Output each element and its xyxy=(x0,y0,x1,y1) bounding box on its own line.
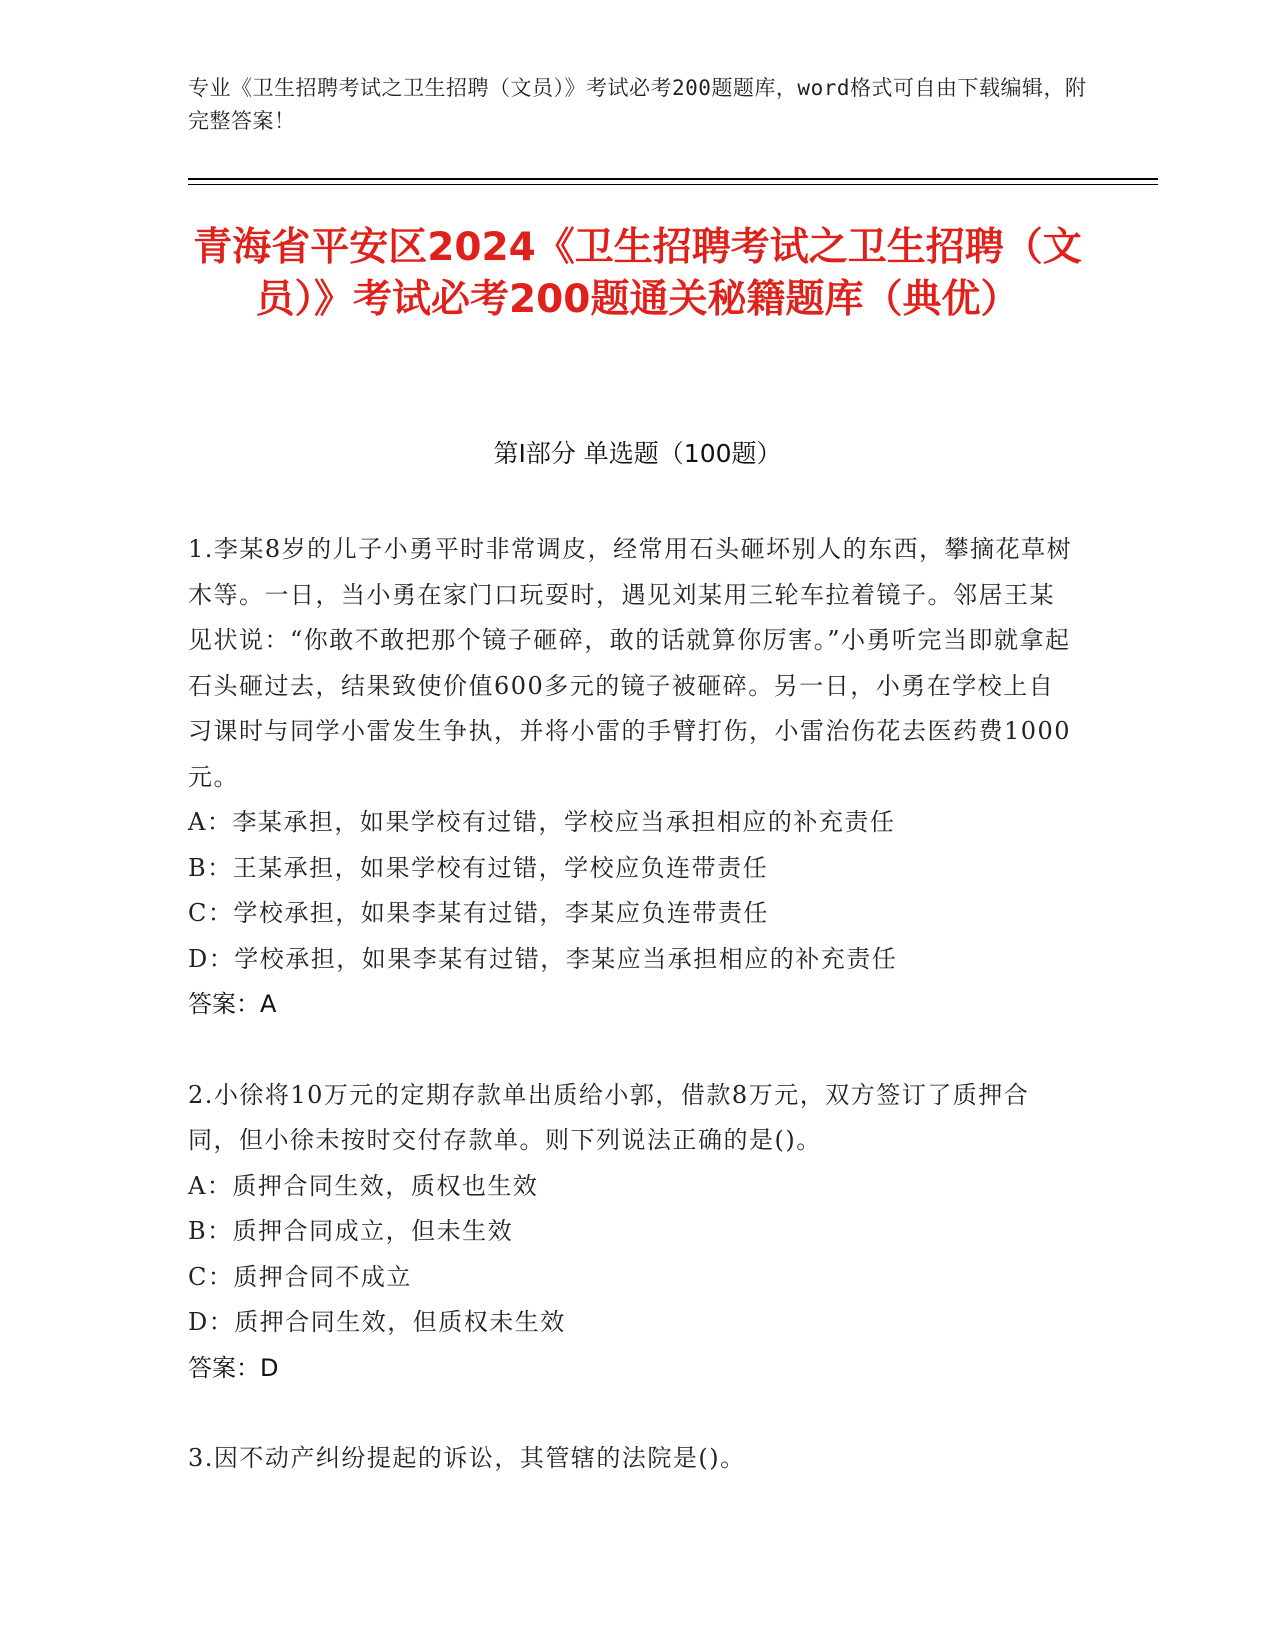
header-note: 专业《卫生招聘考试之卫生招聘（文员）》考试必考200题题库，word格式可自由下载编辑，附完整答案！ xyxy=(188,76,1087,133)
question-1 xyxy=(188,527,1078,1028)
option-b: B：王某承担，如果学校有过错，学校应负连带责任 xyxy=(188,853,769,882)
question-stem: 1.李某8岁的儿子小勇平时非常调皮，经常用石头砸坏别人的东西，攀摘花草树木等。一日，当小勇在家门口玩耍时，遇见刘某用三轮车拉着镜子。邻居王某见状说：“你敢不敢把那个镜子砸碎，敢的话就算你厉害。”小勇听完当即就拿起石头砸过去，结果致使价值600多元的镜子被砸碎。另一日，小勇在学校上自习课时与同学小雷发生争执，并将小雷的手臂打伤，小雷治伤花去医药费1000元。 xyxy=(188,535,1073,791)
section-heading: 第Ⅰ部分 单选题（100题） xyxy=(493,439,782,468)
option-a: A：李某承担，如果学校有过错，学校应当承担相应的补充责任 xyxy=(188,808,896,836)
option-c: C：学校承担，如果李某有过错，李某应负连带责任 xyxy=(188,899,769,927)
answer-label: 答案：A xyxy=(188,990,277,1018)
question-2 xyxy=(188,1073,1078,1392)
answer-label: 答案：D xyxy=(188,1353,279,1382)
header-rule-thick xyxy=(188,178,1158,180)
option-c: C：质押合同不成立 xyxy=(188,1262,412,1291)
question-stem: 2.小徐将10万元的定期存款单出质给小郭，借款8万元，双方签订了质押合同，但小徐未按时交付存款单。则下列说法正确的是()。 xyxy=(188,1080,1030,1154)
option-d: D：学校承担，如果李某有过错，李某应当承担相应的补充责任 xyxy=(188,944,898,973)
option-d: D：质押合同生效，但质权未生效 xyxy=(188,1308,566,1336)
option-b: B：质押合同成立，但未生效 xyxy=(188,1217,514,1245)
question-list xyxy=(188,527,1078,1482)
header-rule-thin xyxy=(188,184,1158,185)
question-spacer xyxy=(188,1028,1078,1073)
question-3 xyxy=(188,1436,1078,1482)
question-stem: 3.因不动产纠纷提起的诉讼，其管辖的法院是()。 xyxy=(188,1444,746,1472)
question-spacer xyxy=(188,1391,1078,1436)
option-a: A：质押合同生效，质权也生效 xyxy=(188,1171,539,1200)
document-title: 青海省平安区2024《卫生招聘考试之卫生招聘（文员）》考试必考200题通关秘籍题库（典优） xyxy=(193,225,1082,322)
